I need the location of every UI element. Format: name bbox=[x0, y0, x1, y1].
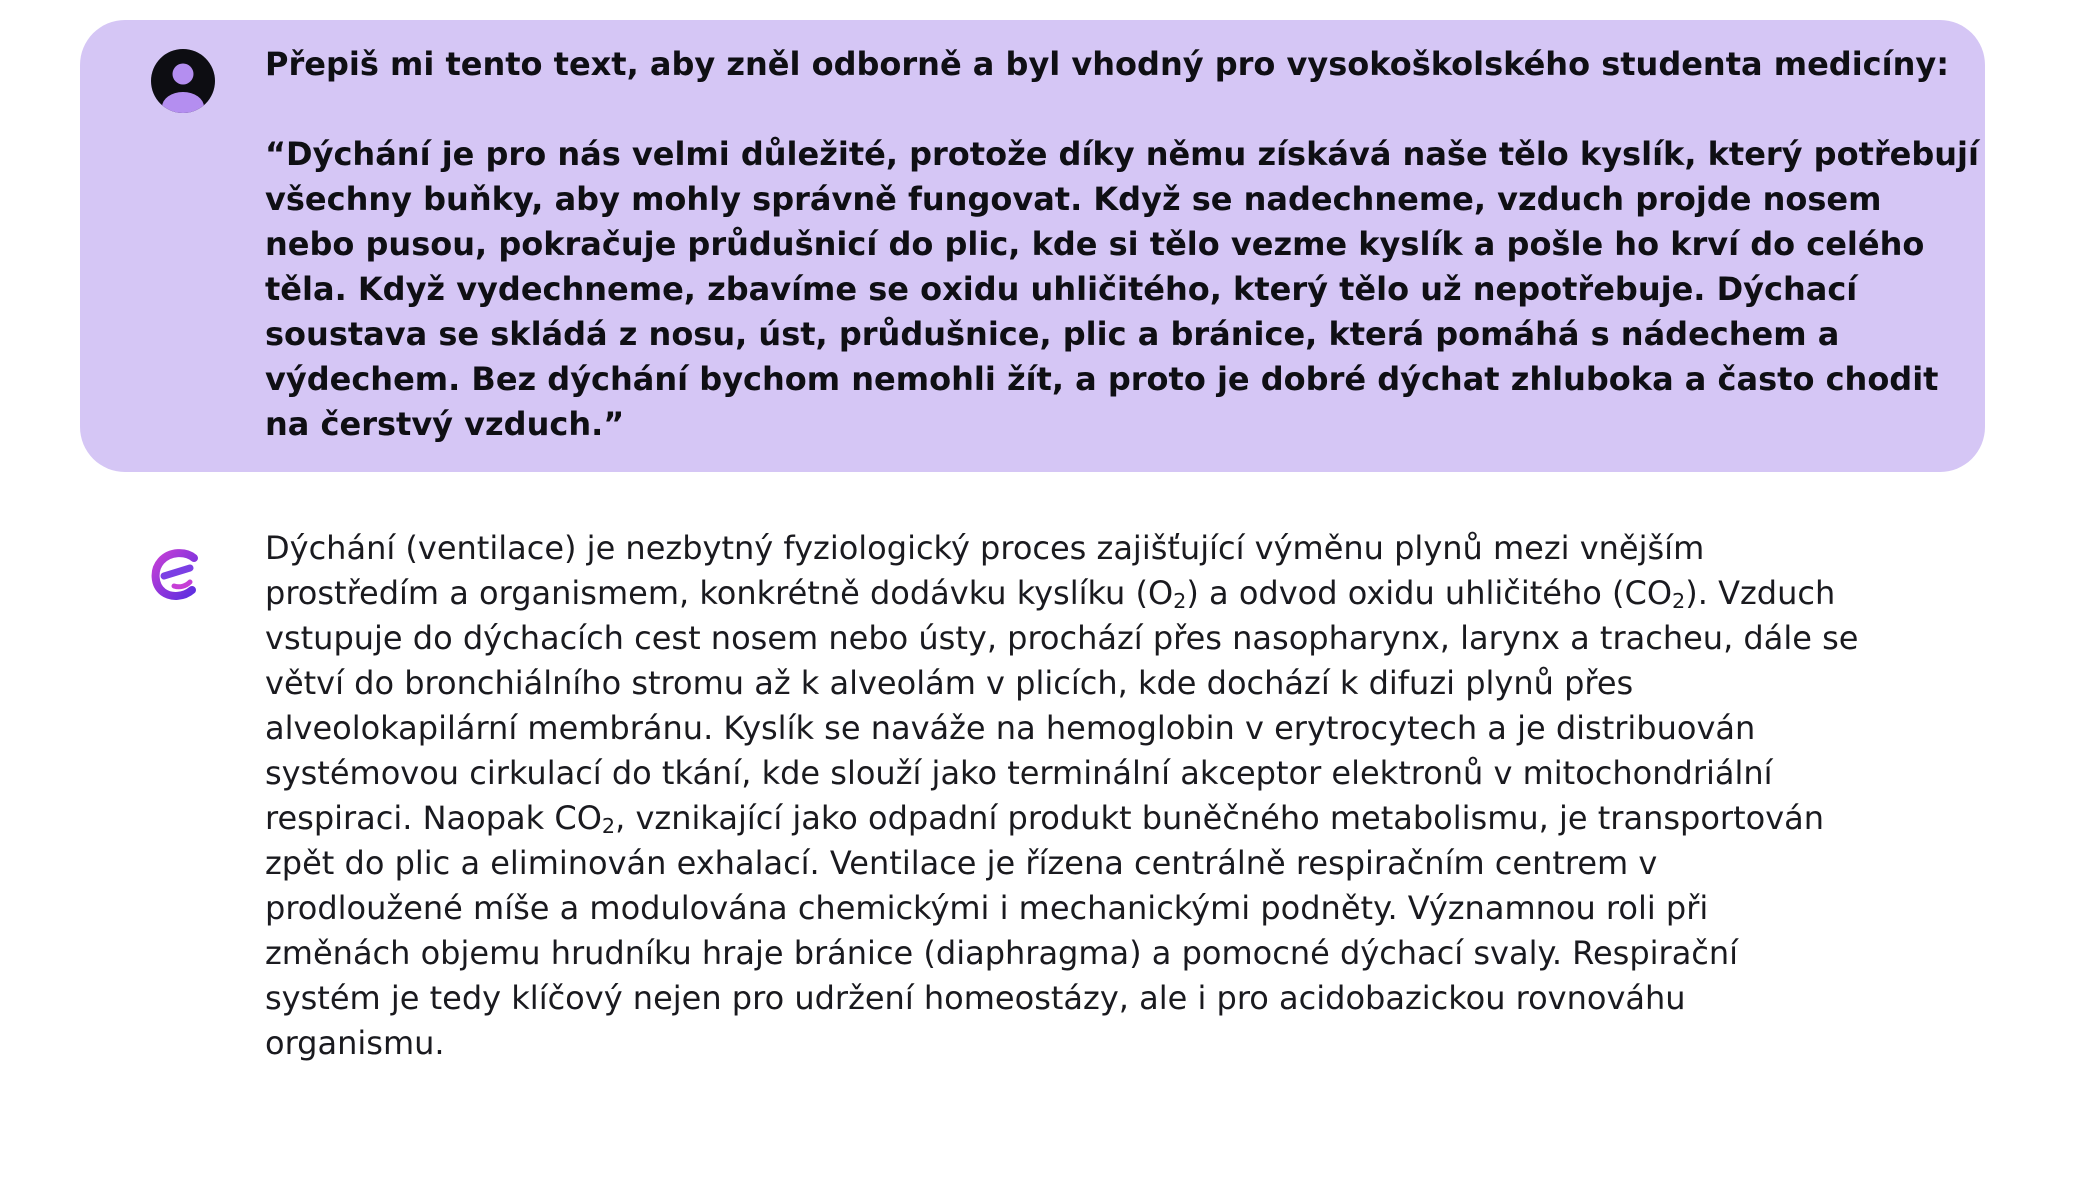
user-message-text bbox=[265, 42, 1979, 447]
user-quote bbox=[265, 132, 1979, 447]
assistant-line: Dýchání (ventilace) je nezbytný fyziologický proces zajišťující výměnu plynů mezi vnějším bbox=[265, 529, 1705, 567]
user-quote-line: na čerstvý vzduch.” bbox=[265, 405, 625, 443]
user-quote-line: výdechem. Bez dýchání bychom nemohli žít, a proto je dobré dýchat zhluboka a často chodit bbox=[265, 360, 1939, 398]
assistant-line bbox=[265, 571, 1955, 616]
subscript: 2 bbox=[1672, 589, 1686, 614]
assistant-line: systémovou cirkulací do tkání, kde slouží jako terminální akceptor elektronů v mitochondriální bbox=[265, 754, 1773, 792]
user-avatar-icon bbox=[151, 49, 215, 113]
user-prompt: Přepiš mi tento text, aby zněl odborně a byl vhodný pro vysokoškolského studenta medicíny: bbox=[265, 45, 1950, 83]
assistant-logo-icon bbox=[150, 548, 202, 600]
subscript: 2 bbox=[1173, 589, 1187, 614]
assistant-text-run: , vznikající jako odpadní produkt buněčného metabolismu, je transportován bbox=[615, 799, 1825, 837]
assistant-line: alveolokapilární membránu. Kyslík se naváže na hemoglobin v erytrocytech a je distribuován bbox=[265, 709, 1756, 747]
user-quote-line: soustava se skládá z nosu, úst, průdušnice, plic a bránice, která pomáhá s nádechem a bbox=[265, 315, 1840, 353]
assistant-line: systém je tedy klíčový nejen pro udržení homeostázy, ale i pro acidobazickou rovnováhu bbox=[265, 979, 1686, 1017]
subscript: 2 bbox=[601, 814, 616, 839]
assistant-text-run: ) a odvod oxidu uhličitého (CO bbox=[1186, 574, 1673, 612]
assistant-message-text bbox=[265, 526, 1955, 1066]
assistant-line: větví do bronchiálního stromu až k alveolám v plicích, kde dochází k difuzi plynů přes bbox=[265, 664, 1634, 702]
user-quote-line: “Dýchání je pro nás velmi důležité, protože díky němu získává naše tělo kyslík, který potřebují bbox=[265, 135, 1979, 173]
assistant-line: prodloužené míše a modulována chemickými i mechanickými podněty. Významnou roli při bbox=[265, 889, 1709, 927]
assistant-text-run: prostředím a organismem, konkrétně dodávku kyslíku (O bbox=[265, 574, 1174, 612]
assistant-text-run: ). Vzduch bbox=[1685, 574, 1836, 612]
assistant-line: organismu. bbox=[265, 1024, 445, 1062]
assistant-line: zpět do plic a eliminován exhalací. Ventilace je řízena centrálně respiračním centrem v bbox=[265, 844, 1658, 882]
assistant-text-run: respiraci. Naopak CO bbox=[265, 799, 602, 837]
assistant-line bbox=[265, 796, 1955, 841]
user-quote-line: všechny buňky, aby mohly správně fungovat. Když se nadechneme, vzduch projde nosem bbox=[265, 180, 1882, 218]
user-quote-line: těla. Když vydechneme, zbavíme se oxidu uhličitého, který tělo už nepotřebuje. Dýchací bbox=[265, 270, 1858, 308]
user-quote-line: nebo pusou, pokračuje průdušnicí do plic, kde si tělo vezme kyslík a pošle ho krví do celého bbox=[265, 225, 1925, 263]
assistant-line: vstupuje do dýchacích cest nosem nebo ústy, prochází přes nasopharynx, larynx a tracheu, dále se bbox=[265, 619, 1859, 657]
assistant-line: změnách objemu hrudníku hraje bránice (diaphragma) a pomocné dýchací svaly. Respirační bbox=[265, 934, 1739, 972]
